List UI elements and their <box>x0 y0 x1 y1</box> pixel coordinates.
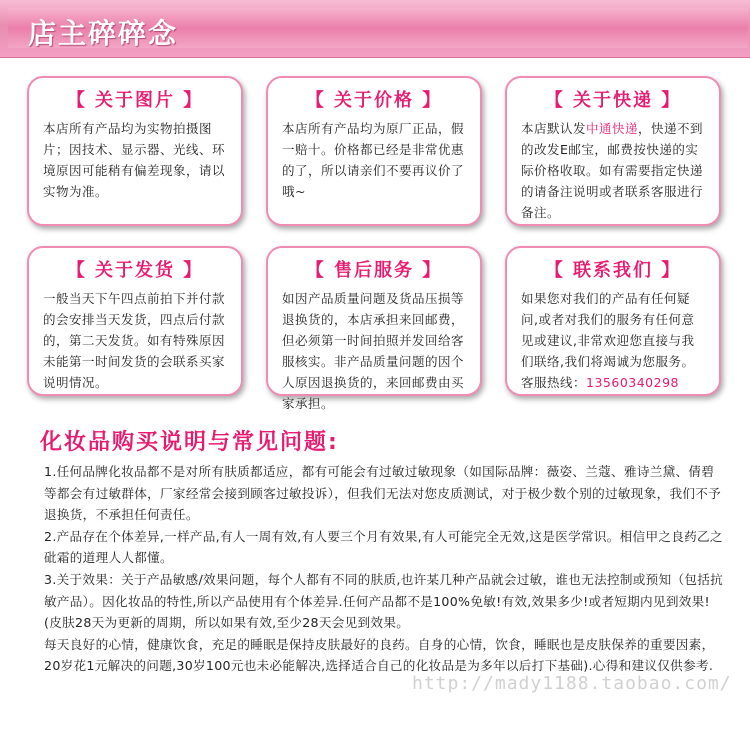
shop-url-watermark: http://mady1188.taobao.com/ <box>412 673 732 694</box>
hotline-number[interactable]: 13560340298 <box>586 375 679 390</box>
faq-body <box>44 461 724 677</box>
card-title: 【 关于图片 】 <box>66 90 204 111</box>
card-title: 【 联系我们 】 <box>544 260 682 281</box>
card-about-dispatch <box>27 246 243 396</box>
card-text <box>521 288 707 393</box>
card-about-price <box>266 76 482 226</box>
card-text: 本店所有产品均为实物拍摄图片；因技术、显示器、光线、环境原因可能稍有偏差现象，请以实物为准。 <box>43 121 226 199</box>
card-title: 【 售后服务 】 <box>305 260 443 281</box>
card-text <box>521 118 707 223</box>
faq-paragraph: 2.产品存在个体差异,一样产品,有人一周有效,有人要三个月有效果,有人可能完全无效,这是医学常识。相信甲之良药乙之砒霜的道理人人都懂。 <box>44 528 723 566</box>
card-about-shipping-courier <box>505 76 721 226</box>
card-text: 本店所有产品均为原厂正品，假一赔十。价格都已经是非常优惠的了，所以请亲们不要再议价了哦~ <box>282 121 465 199</box>
banner-title: 店主碎碎念 <box>28 17 179 50</box>
hotline-label: 客服热线： <box>521 375 587 390</box>
faq-paragraph: 3.关于效果：关于产品敏感/效果问题，每个人都有不同的肤质,也许某几种产品就会过敏，谁也无法控制或预知（包括抗敏产品）。因化妆品的特性,所以产品使用有个体差异.任何产品都不是100%免敏!有效,效果多少!或者短期内见到效果!(皮肤28天为更新的周期，所以如果有效,至少28天会见到效果。 <box>44 571 724 631</box>
courier-name: 中通快递 <box>586 121 639 136</box>
contact-text: 如果您对我们的产品有任何疑问,或者对我们的服务有任何意见或建议,非常欢迎您直接与我们联络,我们将竭诚为您服务。 <box>521 291 695 369</box>
faq-paragraph: 每天良好的心情，健康饮食，充足的睡眠是保持皮肤最好的良药。自身的心情，饮食，睡眠也是皮肤保养的重要因素，20岁花1元解决的问题,30岁100元也未必能解决,选择适合自己的化妆品是为多年以后打下基础).心得和建议仅供参考. <box>44 636 715 674</box>
card-text-part: 本店默认发 <box>521 121 587 136</box>
card-title: 【 关于发货 】 <box>66 260 204 281</box>
card-contact-us <box>505 246 721 396</box>
card-title: 【 关于价格 】 <box>305 90 443 111</box>
faq-section-title: 化妆品购买说明与常见问题: <box>40 430 339 455</box>
card-text-part: ，快递不到的改发E邮宝，邮费按快递的实际价格收取。如有需要指定快递的请备注说明或者联系客服进行备注。 <box>521 121 704 220</box>
card-text: 如因产品质量问题及货品压损等退换货的，本店承担来回邮费，但必须第一时间拍照并发回给客服核实。非产品质量问题的因个人原因退换货的，来回邮费由买家承担。 <box>282 291 465 411</box>
header-banner <box>0 0 750 58</box>
faq-paragraph: 1.任何品牌化妆品都不是对所有肤质都适应，都有可能会有过敏过敏现象（如国际品牌：薇姿、兰蔻、雅诗兰黛、倩碧等都会有过敏群体，厂家经常会接到顾客过敏投诉），但我们无法对您皮质测试，对于极少数个别的过敏现象，我们不予退换货，不承担任何责任。 <box>44 464 722 523</box>
card-about-images <box>27 76 243 226</box>
card-title: 【 关于快递 】 <box>544 90 682 111</box>
card-after-sales <box>266 246 482 411</box>
card-text: 一般当天下午四点前拍下并付款的会安排当天发货，四点后付款的，第二天发货。如有特殊原因未能第一时间发货的会联系买家说明情况。 <box>43 291 226 390</box>
